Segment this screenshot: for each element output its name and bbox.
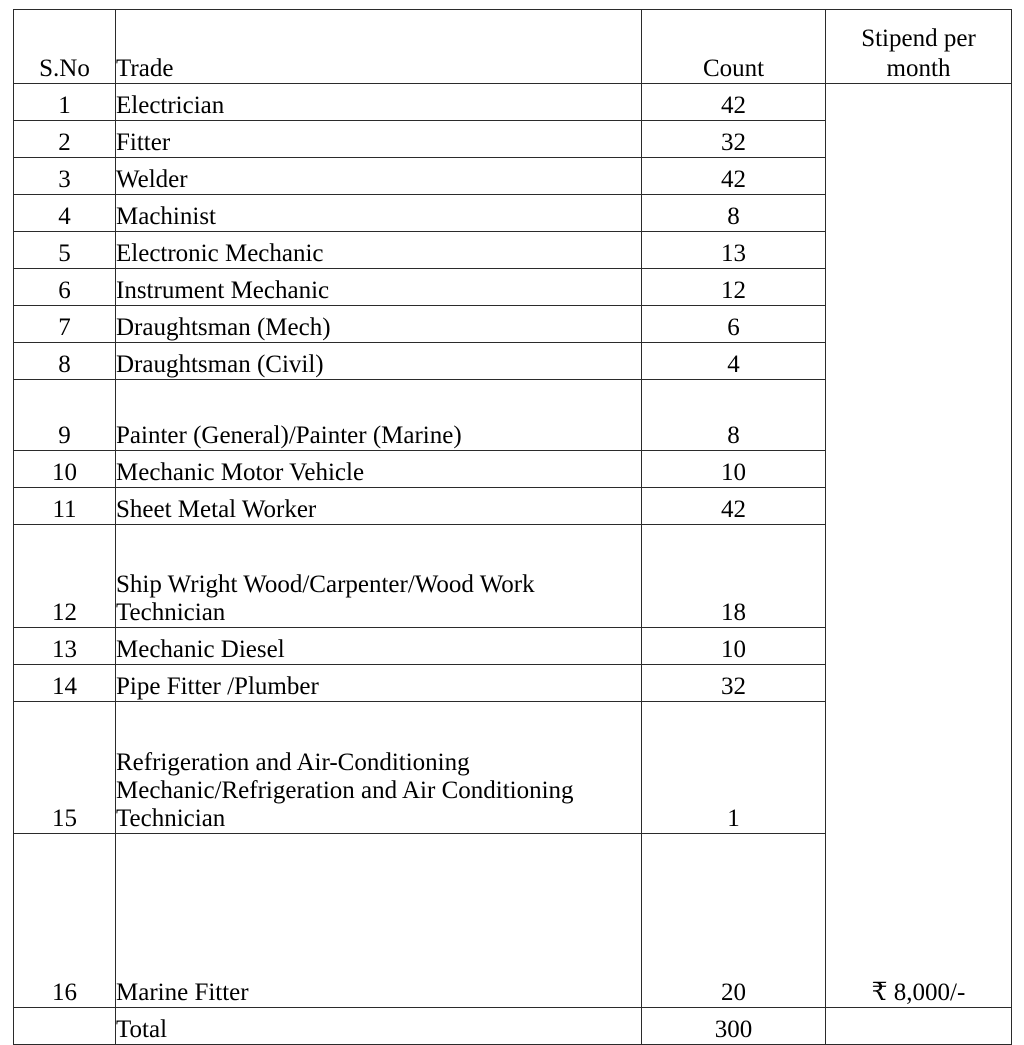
table-row (14, 84, 1012, 121)
cell-trade: Ship Wright Wood/Carpenter/Wood Work Technician (116, 525, 642, 628)
cell-sno: 12 (14, 525, 116, 628)
cell-sno: 8 (14, 343, 116, 380)
cell-count: 12 (642, 269, 826, 306)
cell-stipend-merged: ₹ 8,000/- (826, 84, 1012, 1008)
cell-trade: Draughtsman (Civil) (116, 343, 642, 380)
cell-sno: 4 (14, 195, 116, 232)
cell-count: 10 (642, 451, 826, 488)
cell-count: 8 (642, 195, 826, 232)
cell-total-count: 300 (642, 1008, 826, 1045)
cell-count: 6 (642, 306, 826, 343)
cell-sno: 5 (14, 232, 116, 269)
cell-trade: Fitter (116, 121, 642, 158)
table-header (14, 10, 1012, 84)
cell-count: 20 (642, 834, 826, 1008)
cell-count: 4 (642, 343, 826, 380)
cell-sno: 14 (14, 665, 116, 702)
column-header-sno: S.No (14, 10, 116, 84)
cell-total-label: Total (116, 1008, 642, 1045)
cell-count: 10 (642, 628, 826, 665)
cell-trade: Machinist (116, 195, 642, 232)
cell-trade: Draughtsman (Mech) (116, 306, 642, 343)
cell-trade: Refrigeration and Air-Conditioning Mechanic/Refrigeration and Air Conditioning Technician (116, 702, 642, 834)
cell-trade: Mechanic Diesel (116, 628, 642, 665)
column-header-count: Count (642, 10, 826, 84)
cell-sno: 1 (14, 84, 116, 121)
cell-count: 18 (642, 525, 826, 628)
cell-trade: Sheet Metal Worker (116, 488, 642, 525)
column-header-stipend (826, 10, 1012, 84)
cell-trade: Welder (116, 158, 642, 195)
cell-trade: Marine Fitter (116, 834, 642, 1008)
column-header-stipend-line1: Stipend per (861, 25, 976, 52)
cell-count: 42 (642, 488, 826, 525)
column-header-trade: Trade (116, 10, 642, 84)
cell-sno: 7 (14, 306, 116, 343)
cell-trade: Instrument Mechanic (116, 269, 642, 306)
table-header-row (14, 10, 1012, 84)
cell-trade: Mechanic Motor Vehicle (116, 451, 642, 488)
cell-sno: 13 (14, 628, 116, 665)
cell-count: 8 (642, 380, 826, 451)
cell-total-sno (14, 1008, 116, 1045)
cell-count: 13 (642, 232, 826, 269)
cell-sno: 15 (14, 702, 116, 834)
cell-sno: 3 (14, 158, 116, 195)
trade-vacancy-table (13, 9, 1012, 1045)
table-total-row (14, 1008, 1012, 1045)
cell-sno: 6 (14, 269, 116, 306)
cell-sno: 10 (14, 451, 116, 488)
cell-count: 32 (642, 665, 826, 702)
column-header-stipend-line2: month (886, 54, 951, 82)
cell-trade: Painter (General)/Painter (Marine) (116, 380, 642, 451)
cell-count: 1 (642, 702, 826, 834)
cell-trade: Electronic Mechanic (116, 232, 642, 269)
cell-trade: Pipe Fitter /Plumber (116, 665, 642, 702)
cell-sno: 2 (14, 121, 116, 158)
cell-total-stipend-spacer (826, 1008, 1012, 1045)
cell-count: 32 (642, 121, 826, 158)
cell-sno: 16 (14, 834, 116, 1008)
cell-count: 42 (642, 84, 826, 121)
cell-trade: Electrician (116, 84, 642, 121)
cell-count: 42 (642, 158, 826, 195)
cell-sno: 11 (14, 488, 116, 525)
cell-sno: 9 (14, 380, 116, 451)
table-body (14, 84, 1012, 1045)
